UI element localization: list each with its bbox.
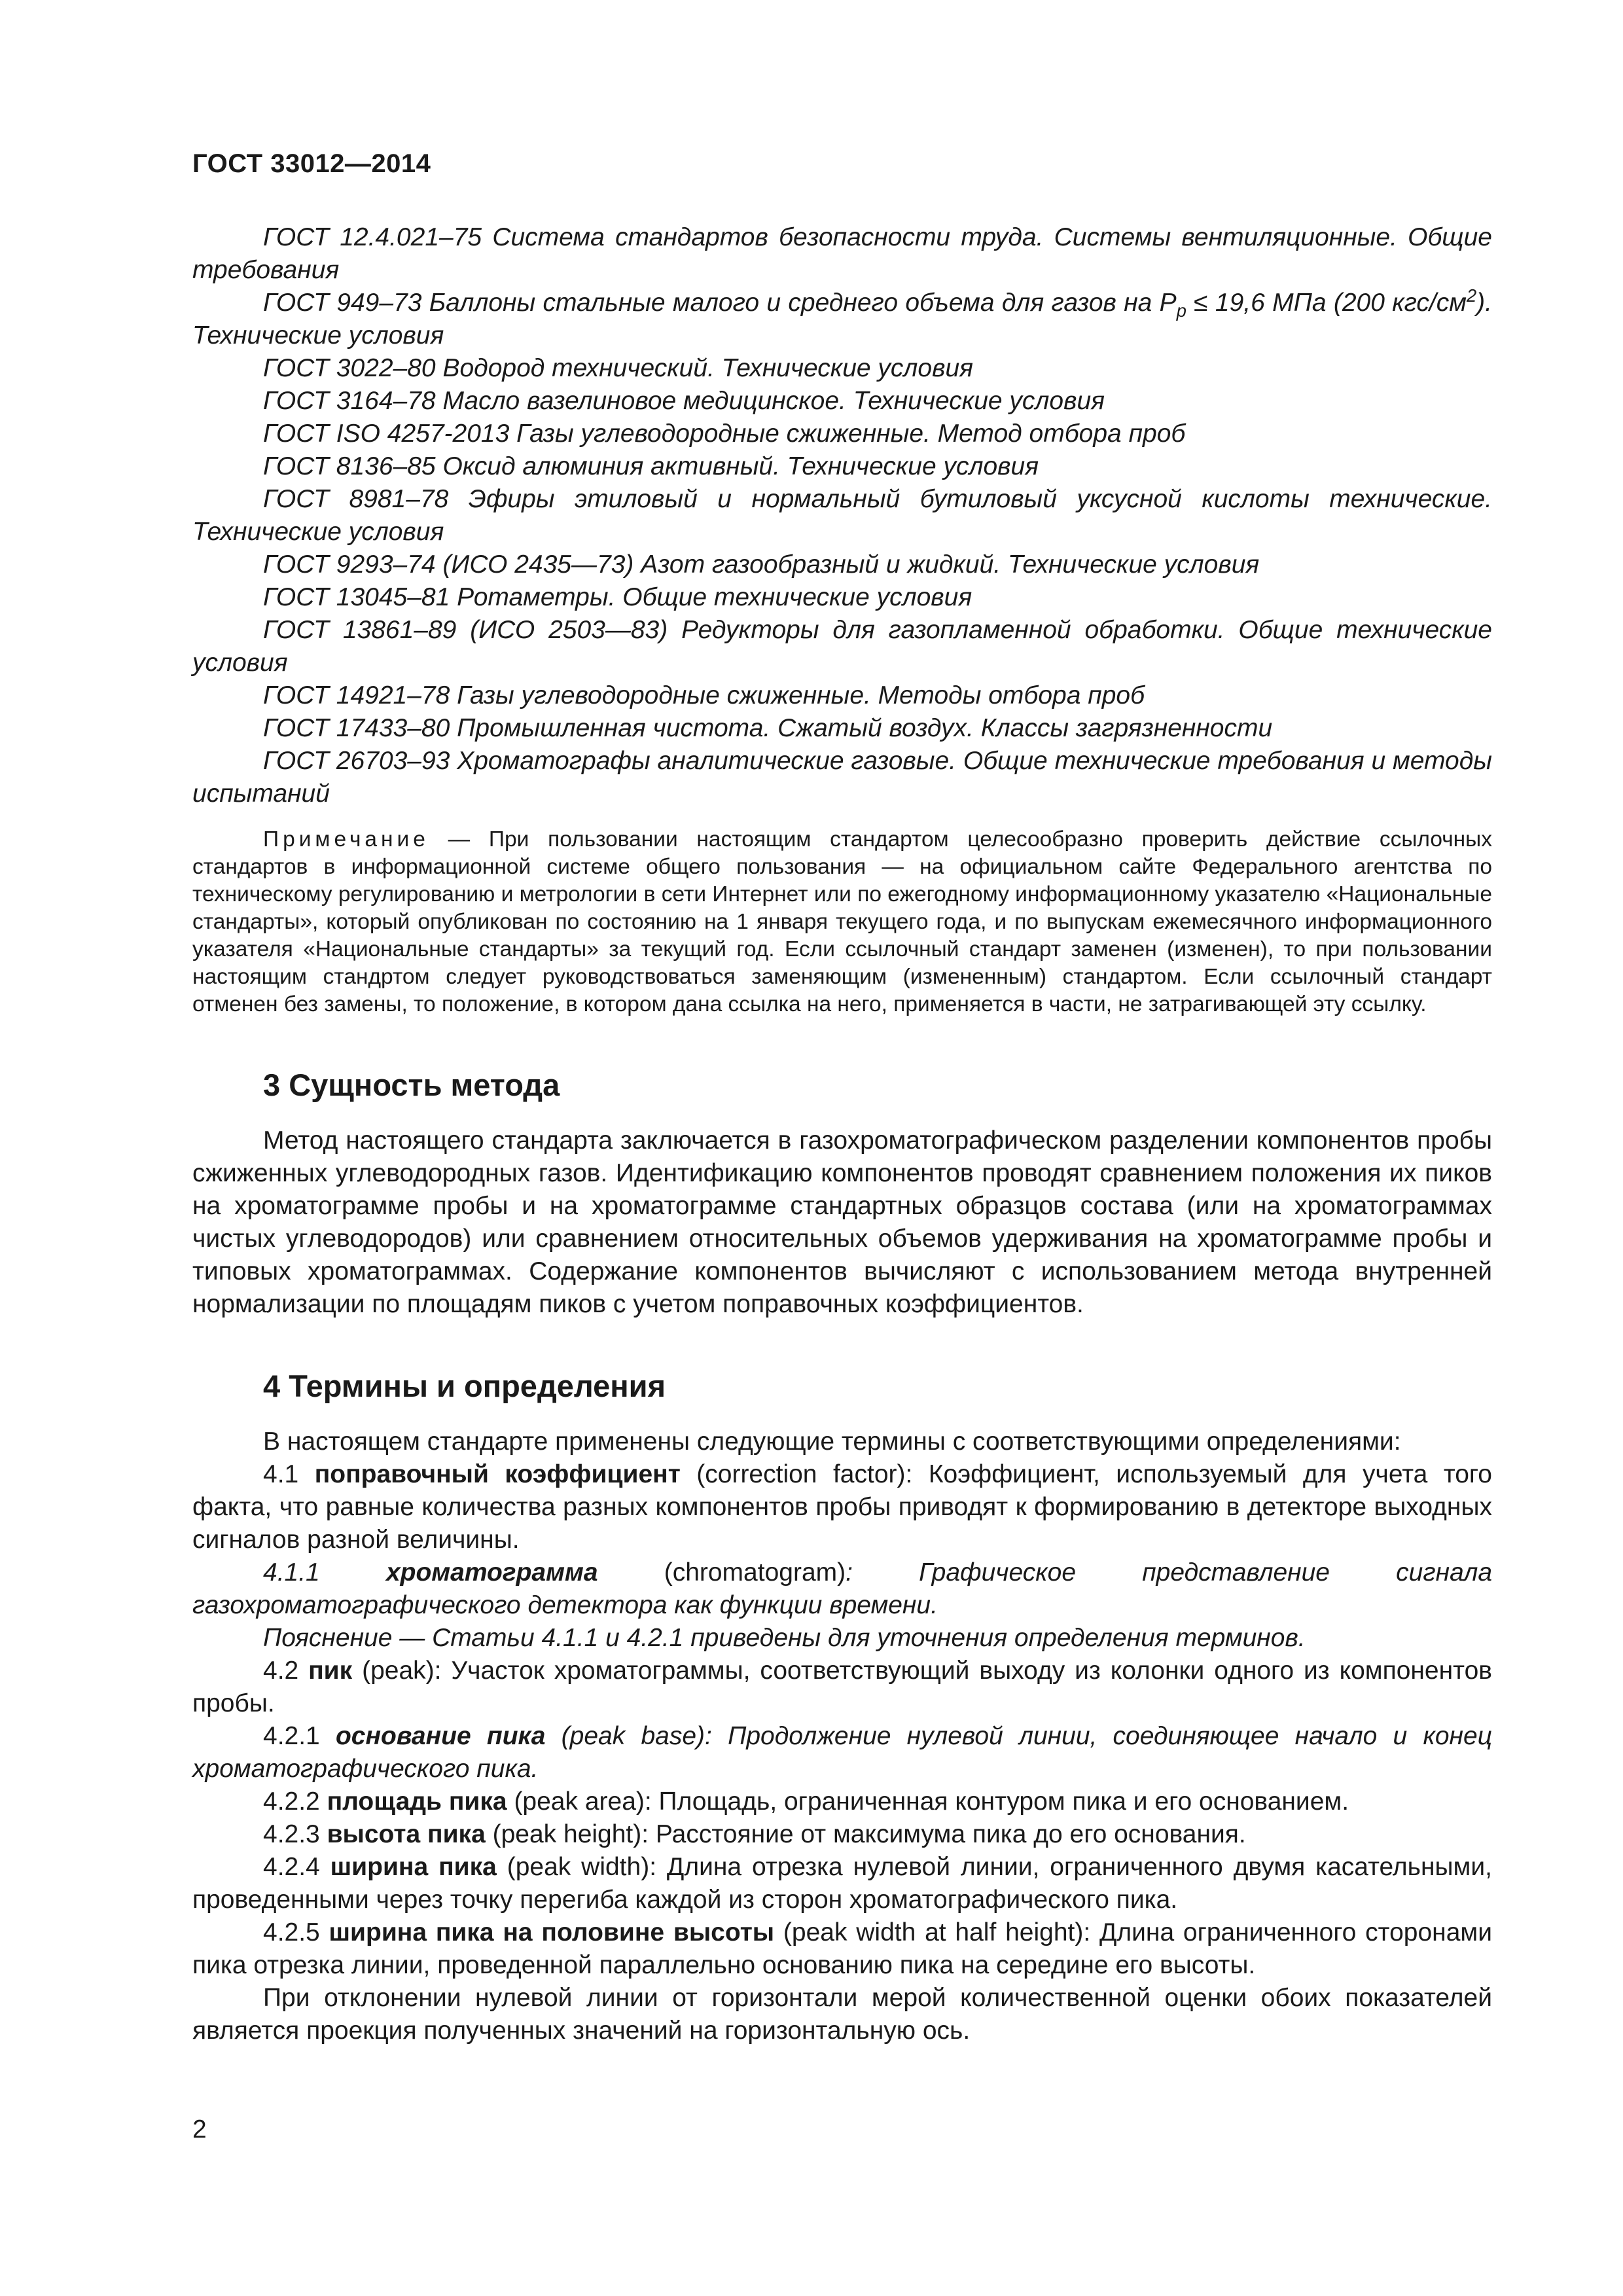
reference-item: ГОСТ 3164–78 Масло вазелиновое медицинское. Технические условия [263, 387, 1105, 415]
reference-item: ГОСТ 9293–74 (ИСО 2435—73) Азот газообразный и жидкий. Технические условия [263, 550, 1260, 579]
reference-item: ГОСТ 17433–80 Промышленная чистота. Сжатый воздух. Классы загрязненности [263, 714, 1273, 742]
note-block [192, 826, 1492, 1018]
reference-item: ГОСТ 26703–93 Хроматографы аналитические газовые. Общие технические требования и методы испытаний [192, 747, 1492, 808]
term-name: поправочный коэффициент [314, 1460, 681, 1488]
term-4-1-1: 4.1.1 хроматограмма (chromatogram): Графическое представление сигнала газохроматографического детектора как функции времени. [192, 1558, 1493, 1619]
section-4-intro: В настоящем стандарте применены следующие термины с соответствующими определениями: [263, 1427, 1401, 1456]
note-text: — При пользовании настоящим стандартом целесообразно проверить действие ссылочных стандартов в информационной системе общего пользования — на официальном сайте Федерального агентства по техническому регулированию и метрологии в сети Интернет или по ежегодному информационному указателю «Национальные стандарты», который опубликован по состоянию на 1 января текущего года, и по выпускам ежемесячного информационного указателя «Национальные стандарты» за текущий год. Если ссылочный стандарт заменен (изменен), то при пользовании настоящим стандртом следует руководствоваться заменяющим (измененным) стандартом. Если ссылочный стандарт отменен без замены, то положение, в котором дана ссылка на него, применяется в части, не затрагивающей эту ссылку. [192, 827, 1492, 1016]
explanation-note: Пояснение — Статьи 4.1.1 и 4.2.1 приведены для уточнения определения терминов. [263, 1624, 1306, 1652]
term-4-2-1: 4.2.1 основание пика (peak base): Продолжение нулевой линии, соединяющее начало и конец хроматографического пика. [192, 1722, 1493, 1783]
reference-item: ГОСТ 3022–80 Водород технический. Технические условия [263, 354, 973, 382]
normative-references-list [192, 221, 1492, 810]
term-4-2-5: 4.2.5 ширина пика на половине высоты (peak width at half height): Длина ограниченного сторонами пика отрезка линии, проведенной параллельно основанию пика на середине его высоты. [192, 1918, 1492, 1979]
reference-item: ГОСТ ISO 4257-2013 Газы углеводородные сжиженные. Метод отбора проб [263, 420, 1186, 448]
term-name: высота пика [327, 1820, 486, 1848]
term-name: хроматограмма [385, 1558, 598, 1587]
term-name: ширина пика [330, 1853, 497, 1881]
reference-item: ГОСТ 12.4.021–75 Система стандартов безопасности труда. Системы вентиляционные. Общие требования [192, 223, 1492, 284]
term-4-2-4: 4.2.4 ширина пика (peak width): Длина отрезка нулевой линии, ограниченного двумя касательными, проведенными через точку перегиба каждой из сторон хроматографического пика. [192, 1853, 1492, 1914]
reference-item: ГОСТ 13045–81 Ротаметры. Общие технические условия [263, 583, 972, 611]
document-header: ГОСТ 33012—2014 [192, 149, 431, 178]
term-name: ширина пика на половине высоты [329, 1918, 775, 1946]
section-4-heading: 4 Термины и определения [263, 1369, 666, 1403]
page-content [192, 221, 1492, 2047]
term-name: площадь пика [327, 1787, 507, 1816]
note-paragraph [192, 826, 1492, 1018]
note-label: Примечание [263, 827, 429, 852]
page-number: 2 [192, 2115, 207, 2144]
term-name: пик [308, 1657, 353, 1685]
term-4-2-3: 4.2.3 высота пика (peak height): Расстояние от максимума пика до его основания. [263, 1820, 1246, 1848]
reference-item: ГОСТ 13861–89 (ИСО 2503—83) Редукторы для газопламенной обработки. Общие технические условия [192, 616, 1492, 677]
reference-item: ГОСТ 8136–85 Оксид алюминия активный. Технические условия [263, 452, 1039, 480]
closing-paragraph: При отклонении нулевой линии от горизонтали мерой количественной оценки обоих показателей является проекция полученных значений на горизонтальную ось. [192, 1984, 1492, 2045]
term-4-1: 4.1 поправочный коэффициент (correction factor): Коэффициент, используемый для учета того факта, что равные количества разных компонентов пробы приводят к формированию в детекторе выходных сигналов разной величины. [192, 1460, 1492, 1554]
term-4-2-2: 4.2.2 площадь пика (peak area): Площадь, ограниченная контуром пика и его основанием. [263, 1787, 1349, 1816]
term-name: основание пика [335, 1722, 546, 1750]
reference-item: ГОСТ 949–73 Баллоны стальные малого и среднего объема для газов на $P_p \le 19,6$ МПа (200 кгс/$см^2$). Технические условия [192, 285, 1492, 350]
reference-item: ГОСТ 8981–78 Эфиры этиловый и нормальный бутиловый уксусной кислоты технические. Технические условия [192, 485, 1492, 546]
section-3-paragraph: Метод настоящего стандарта заключается в газохроматографическом разделении компонентов пробы сжиженных углеводородных газов. Идентификацию компонентов проводят сравнением положения их пиков на хроматограмме пробы и на хроматограмме стандартных образцов состава (или на хроматограммах чистых углеводородов) или сравнением относительных объемов удерживания на хроматограмме пробы и типовых хроматограммах. Содержание компонентов вычисляют с использованием метода внутренней нормализации по площадям пиков с учетом поправочных коэффициентов. [192, 1126, 1492, 1318]
term-4-2: 4.2 пик (peak): Участок хроматограммы, соответствующий выходу из колонки одного из компонентов пробы. [192, 1657, 1492, 1717]
section-3-heading: 3 Сущность метода [263, 1067, 560, 1102]
reference-item: ГОСТ 14921–78 Газы углеводородные сжиженные. Методы отбора проб [263, 681, 1145, 709]
